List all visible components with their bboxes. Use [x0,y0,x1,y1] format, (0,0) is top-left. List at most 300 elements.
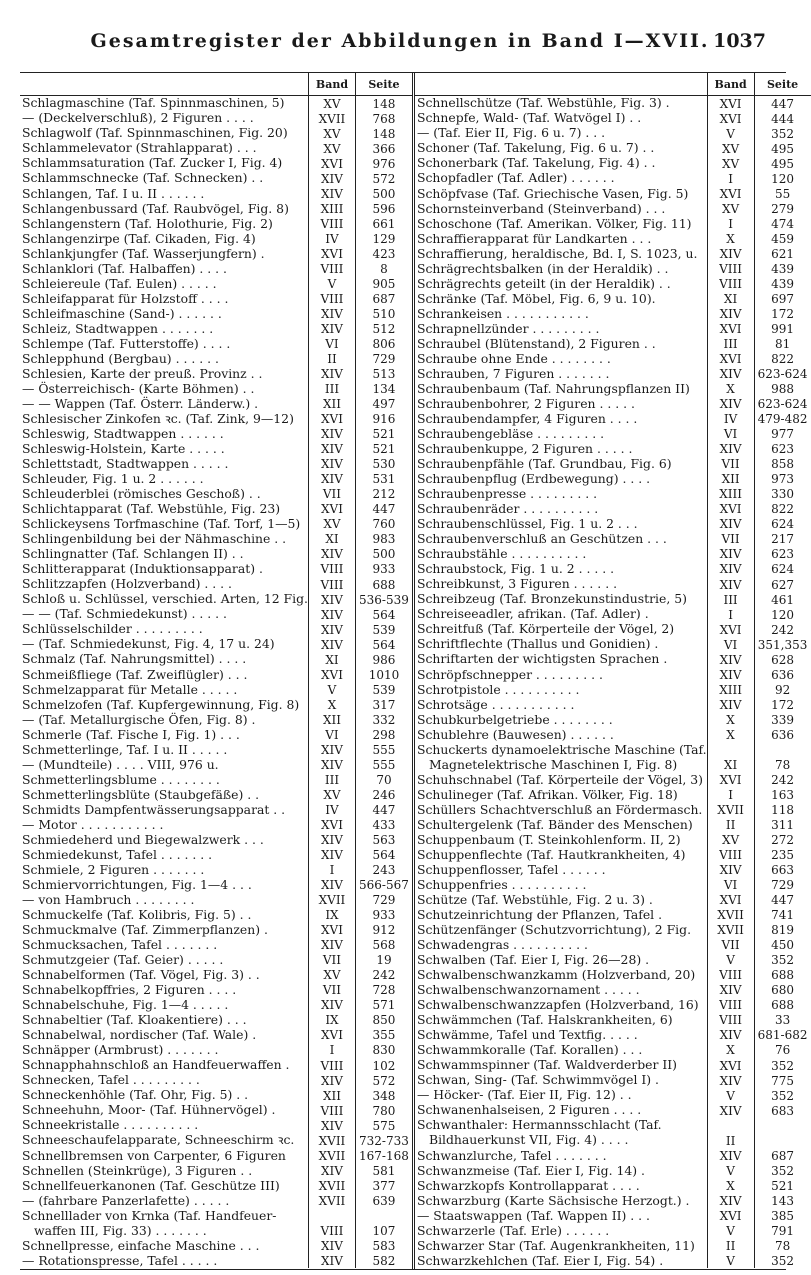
entry-band: IV [707,412,754,427]
entry-term: Schwarzkehlchen (Taf. Eier I, Fig. 54) . [416,1252,664,1268]
entry-band: XV [308,787,355,802]
entry-band: XIV [707,863,754,878]
entry-term: Schnabelkopffries, 2 Figuren . . . . [22,982,237,998]
entry-term: Schornsteinverband (Steinverband) . . . [416,200,666,216]
index-entry [415,487,811,502]
entry-seite [754,1133,811,1148]
entry-seite: 596 [355,201,412,216]
index-entry [20,1238,412,1253]
index-entry [20,532,412,547]
entry-term: — (Mundteile) . . . . VIII, 976 u. [22,756,219,772]
index-entry [415,1058,811,1073]
entry-band: II [707,818,754,833]
index-entry [20,652,412,667]
entry-term: Schnapphahnschloß an Handfeuerwaffen . [22,1057,290,1073]
entry-band: XVI [707,1058,754,1073]
entry-seite: 495 [754,141,811,156]
entry-term: Schütze (Taf. Webstühle, Fig. 2 u. 3) . [416,891,653,907]
entry-term: Schrapnellzünder . . . . . . . . . [416,320,600,336]
entry-term: Schnelllader von Krnka (Taf. Handfeuer- [22,1207,277,1223]
entry-band: IX [308,908,355,923]
index-entry [20,562,412,577]
entry-seite: 148 [355,126,412,141]
entry-seite: 78 [754,757,811,772]
entry-term: Schloß u. Schlüssel, verschied. Arten, 12 Fig. [22,591,308,607]
entry-term: Schuppenfries . . . . . . . . . . [416,876,587,892]
entry-term: Schoschone (Taf. Amerikan. Völker, Fig. 11) [416,215,692,231]
entry-term: Schreibkunst, 3 Figuren . . . . . . [416,576,618,592]
entry-term: Schnabelformen (Taf. Vögel, Fig. 3) . . [22,967,260,983]
entry-band: IV [308,231,355,246]
entry-seite: 768 [355,111,412,126]
entry-band: XVI [707,622,754,637]
entry-term: Schlanklori (Taf. Halbaffen) . . . . [22,260,227,276]
entry-band: XVI [707,111,754,126]
entry-seite: 433 [355,818,412,833]
entry-band: XVII [308,1148,355,1163]
entry-term: Schleswig-Holstein, Karte . . . . . [22,441,225,457]
index-entry [415,863,811,878]
index-entry [415,1238,811,1253]
entry-band: XII [308,712,355,727]
entry-seite: 76 [754,1043,811,1058]
entry-band: I [308,1043,355,1058]
index-entry [20,697,412,712]
entry-term: Schlettstadt, Stadtwappen . . . . . [22,456,229,472]
entry-seite: 120 [754,171,811,186]
index-entry [20,352,412,367]
entry-seite: 444 [754,111,811,126]
entry-term: Schmetterlingsblume . . . . . . . . [22,771,220,787]
entry-seite: 683 [754,1103,811,1118]
entry-term: Schlüsselschilder . . . . . . . . . [22,621,203,637]
index-entry [20,1043,412,1058]
entry-band: XVI [707,352,754,367]
index-entry [20,908,412,923]
index-entry [415,231,811,246]
entry-seite: 905 [355,276,412,291]
entry-term: Schmiedekunst, Tafel . . . . . . . [22,846,213,862]
entry-term: — von Hambruch . . . . . . . . [22,891,195,907]
page-header [0,0,800,56]
index-entry [415,321,811,336]
entry-seite: 55 [754,186,811,201]
index-entry [20,231,412,246]
entry-term: Schneehuhn, Moor- (Taf. Hühnervögel) . [22,1102,276,1118]
entry-term: Schwammkoralle (Taf. Korallen) . . . [416,1042,643,1058]
index-entry [415,878,811,893]
index-entry [415,968,811,983]
index-entry [415,592,811,607]
entry-seite: 775 [754,1073,811,1088]
entry-band: I [707,607,754,622]
index-entry [20,1073,412,1088]
index-entry [415,772,811,787]
index-entry [20,968,412,983]
index-entry [20,321,412,336]
entry-seite: 439 [754,276,811,291]
entry-term: Schuhschnabel (Taf. Körperteile der Vögel, 3) [416,771,703,787]
entry-term: Schriftflechte (Thallus und Gonidien) . [416,636,659,652]
index-entry [415,1193,811,1208]
entry-term: Schublehre (Bauwesen) . . . . . . [416,726,614,742]
entry-term: Schlempe (Taf. Futterstoffe) . . . . [22,335,231,351]
index-entry [415,893,811,908]
entry-band: XIV [308,547,355,562]
entry-term: Schlangenbussard (Taf. Raubvögel, Fig. 8) [22,200,289,216]
entry-band: XV [308,141,355,156]
index-entry [20,1103,412,1118]
index-entry [20,622,412,637]
right-column-header [415,73,811,96]
entry-band: XIV [707,246,754,261]
entry-term: Schraubengebläse . . . . . . . . . [416,426,605,441]
entry-term: Schleuderblei (römisches Geschoß) . . [22,486,261,502]
index-entry [415,697,811,712]
index-entry [415,442,811,457]
entry-seite: 697 [754,291,811,306]
index-entry [415,261,811,276]
entry-seite [355,1208,412,1223]
index-entry [20,171,412,186]
entry-seite: 991 [754,321,811,336]
entry-band: XV [308,517,355,532]
entry-seite: 636 [754,667,811,682]
entry-seite: 688 [754,968,811,983]
entry-seite: 566-567 [355,878,412,893]
entry-band: XIV [308,878,355,893]
entry-seite: 623 [754,547,811,562]
entry-band: VI [308,727,355,742]
entry-seite: 495 [754,156,811,171]
entry-seite: 521 [754,1178,811,1193]
entry-band: VIII [308,291,355,306]
entry-band: VIII [308,562,355,577]
entry-term: Schuppenbaum (T. Steinkohlenform. II, 2) [416,831,681,847]
entry-term: — (Taf. Schmiedekunst, Fig. 4, 17 u. 24) [22,636,275,652]
entry-term: Schuppenflechte (Taf. Hautkrankheiten, 4) [416,846,686,862]
entry-band: X [707,712,754,727]
entry-seite: 624 [754,517,811,532]
entry-band: XI [308,532,355,547]
index-entry [20,276,412,291]
entry-term: Schlesischer Zinkofen ꝛc. (Taf. Zink, 9—12) [22,410,294,426]
entry-term: Schwanthaler: Hermannsschlacht (Taf. [416,1117,662,1133]
entry-term: Schraubenräder . . . . . . . . . . [416,501,599,517]
entry-seite: 447 [754,893,811,908]
entry-term: Schrotsäge . . . . . . . . . . . [416,696,575,712]
entry-term: Schmetterlingsblüte (Staubgefäße) . . [22,786,260,802]
entry-seite: 582 [355,1253,412,1268]
index-entry [415,1178,811,1193]
entry-band: XIV [308,1253,355,1268]
index-entry [20,502,412,517]
index-entry [20,923,412,938]
entry-term: Schmutzgeier (Taf. Geier) . . . . . [22,952,224,968]
entry-band: XIV [707,697,754,712]
page-number: 1037 [713,30,766,52]
entry-band: XIV [707,1103,754,1118]
entry-seite: 447 [355,502,412,517]
index-entry [20,833,412,848]
index-entry [20,712,412,727]
entry-seite: 163 [754,787,811,802]
index-entry [20,727,412,742]
entry-term: Schopfadler (Taf. Adler) . . . . . . [416,170,615,186]
entry-seite: 70 [355,772,412,787]
index-entry [415,532,811,547]
entry-term: Schnellpresse, einfache Maschine . . . [22,1237,260,1253]
entry-term: Schonerbark (Taf. Takelung, Fig. 4) . . [416,155,656,171]
entry-seite: 933 [355,562,412,577]
entry-band: V [707,126,754,141]
entry-band: XVII [308,111,355,126]
entry-band: XIV [707,397,754,412]
entry-seite: 172 [754,697,811,712]
index-entry [20,637,412,652]
entry-band: VIII [308,216,355,231]
entry-band: VII [707,457,754,472]
index-entry [20,953,412,968]
entry-seite: 564 [355,848,412,863]
index-entry [415,1253,811,1268]
entry-band: XII [308,397,355,412]
index-entry [415,727,811,742]
entry-term: Schnellbremsen von Carpenter, 6 Figuren [22,1147,286,1163]
entry-seite: 317 [355,697,412,712]
index-entry [20,592,412,607]
entry-seite: 447 [355,802,412,817]
entry-band: XVII [308,1193,355,1208]
entry-band: XI [707,291,754,306]
entry-band: X [707,1178,754,1193]
entry-seite: 822 [754,352,811,367]
entry-band: VIII [308,577,355,592]
entry-seite: 102 [355,1058,412,1073]
index-entry [415,742,811,757]
entry-seite: 33 [754,1013,811,1028]
index-entry [20,893,412,908]
entry-band: VI [707,878,754,893]
entry-band: XV [308,96,355,111]
entry-term: Schleifapparat für Holzstoff . . . . [22,290,229,306]
index-entry [415,667,811,682]
index-entry [20,517,412,532]
entry-band: XVI [308,156,355,171]
entry-term: Schnabelschuhe, Fig. 1—4 . . . . . [22,997,229,1013]
index-entry [415,412,811,427]
entry-seite: 688 [754,998,811,1013]
entry-band: XIV [308,833,355,848]
entry-band: X [707,727,754,742]
entry-band [308,1208,355,1223]
entry-band: XIV [707,577,754,592]
entry-term: Schuckerts dynamoelektrische Maschine (Taf. [416,741,707,757]
index-entry [415,547,811,562]
index-entry [20,427,412,442]
right-entries [415,96,811,1269]
entry-term: Schmeißfliege (Taf. Zweiflügler) . . . [22,666,248,682]
entry-term: waffen III, Fig. 33) . . . . . . . [34,1222,207,1238]
index-entry [415,1133,811,1148]
entry-term: Schleifmaschine (Sand-) . . . . . . [22,305,222,321]
entry-band: XIV [308,171,355,186]
entry-term: Schlesien, Karte der preuß. Provinz . . [22,365,263,381]
entry-band: IV [308,802,355,817]
entry-band: XIV [308,607,355,622]
entry-band: XIV [308,938,355,953]
entry-term: Schneekristalle . . . . . . . . . . [22,1117,199,1133]
entry-band: X [707,382,754,397]
entry-seite: 973 [754,472,811,487]
entry-seite: 933 [355,908,412,923]
entry-term: Schrägrechtsbalken (in der Heraldik) . . [416,260,669,276]
entry-seite: 536-539 [355,592,412,607]
entry-seite: 143 [754,1193,811,1208]
entry-term: Schwalben (Taf. Eier I, Fig. 26—28) . [416,952,650,968]
entry-term: Schwammspinner (Taf. Waldverderber II) [416,1057,677,1073]
entry-band: VIII [707,1013,754,1028]
index-entry [20,818,412,833]
entry-band: VIII [308,1103,355,1118]
entry-term: — Rotationspresse, Tafel . . . . . [22,1252,218,1268]
entry-band: III [308,382,355,397]
index-entry [20,186,412,201]
entry-band: XIV [308,427,355,442]
entry-band: XIV [308,622,355,637]
entry-seite: 539 [355,622,412,637]
entry-term: Schleuder, Fig. 1 u. 2 . . . . . . [22,471,204,487]
entry-seite: 680 [754,983,811,998]
entry-band: XIV [707,1073,754,1088]
index-entry [415,607,811,622]
entry-band: XIV [308,1238,355,1253]
entry-seite: 822 [754,502,811,517]
entry-term: Schultergelenk (Taf. Bänder des Menschen) [416,816,693,832]
entry-band: VIII [707,276,754,291]
entry-term: Schneeschaufelapparate, Schneeschirm ꝛc. [22,1132,295,1148]
entry-term: Schulineger (Taf. Afrikan. Völker, Fig. 18) [416,786,678,802]
index-entry [415,291,811,306]
entry-term: Schützenfänger (Schutzvorrichtung), 2 Fig. [416,922,692,938]
entry-term: Schnellschütze (Taf. Webstühle, Fig. 3) . [416,95,670,111]
index-entry [20,938,412,953]
entry-seite: 330 [754,487,811,502]
entry-term: — Österreichisch- (Karte Böhmen) . . [22,380,255,396]
entry-band: XIV [308,472,355,487]
entry-band: XIII [308,201,355,216]
index-entry [415,622,811,637]
entry-seite: 583 [355,1238,412,1253]
index-entry [415,802,811,817]
entry-seite: 500 [355,186,412,201]
entry-term: Schraubenpfähle (Taf. Grundbau, Fig. 6) [416,456,672,472]
entry-band: XIV [707,547,754,562]
index-entry [415,1148,811,1163]
entry-band: XIV [707,983,754,998]
entry-band: VIII [308,1058,355,1073]
index-entry [20,848,412,863]
entry-seite: 450 [754,938,811,953]
index-entry [20,878,412,893]
entry-band: XV [707,201,754,216]
entry-band: XIV [308,1073,355,1088]
entry-band: XVI [308,412,355,427]
entry-seite: 572 [355,1073,412,1088]
entry-seite: 497 [355,397,412,412]
entry-band: XVI [308,667,355,682]
entry-term: Schraubenbohrer, 2 Figuren . . . . . [416,395,635,411]
entry-band: XVI [707,502,754,517]
entry-seite: 447 [754,96,811,111]
entry-seite: 581 [355,1163,412,1178]
entry-term: Schraubstock, Fig. 1 u. 2 . . . . . [416,561,615,577]
entry-term: Schutzeinrichtung der Pflanzen, Tafel . [416,907,663,922]
entry-band: XIV [707,367,754,382]
index-entry [415,276,811,291]
entry-band: XVII [707,923,754,938]
entry-band: XVI [707,772,754,787]
index-entry [415,1088,811,1103]
entry-band: XIV [308,442,355,457]
entry-term: Schmuckelfe (Taf. Kolibris, Fig. 5) . . [22,907,252,922]
entry-band: XIV [308,321,355,336]
entry-term: Schränke (Taf. Möbel, Fig. 6, 9 u. 10). [416,290,656,306]
index-entry [415,983,811,998]
index-entry [415,938,811,953]
entry-band: XIV [308,1163,355,1178]
entry-term: Schraubstähle . . . . . . . . . . [416,546,587,562]
entry-term: Schraubenkuppe, 2 Figuren . . . . . [416,441,633,457]
index-entry [415,156,811,171]
entry-term: Schwarzer Star (Taf. Augenkrankheiten, 11) [416,1237,695,1253]
entry-term: Schubkurbelgetriebe . . . . . . . . [416,711,613,727]
entry-band: V [707,1223,754,1238]
index-entry [415,1028,811,1043]
entry-term: Schnecken, Tafel . . . . . . . . . [22,1072,200,1088]
entry-term: Schlitterapparat (Induktionsapparat) . [22,561,263,577]
index-entry [415,382,811,397]
entry-seite: 988 [754,382,811,397]
entry-term: Schlangenzirpe (Taf. Cikaden, Fig. 4) [22,230,256,246]
entry-seite: 129 [355,231,412,246]
entry-term: Schnepfe, Wald- (Taf. Watvögel I) . . [416,110,642,126]
index-entry [20,757,412,772]
entry-term: Schraubenverschluß an Geschützen . . . [416,531,667,547]
entry-band: V [707,953,754,968]
entry-band: VI [308,337,355,352]
index-entry [415,1223,811,1238]
index-entry [415,1118,811,1133]
index-entry [415,96,811,111]
entry-term: — (fahrbare Panzerlafette) . . . . . [22,1192,230,1208]
entry-seite: 351,353 [754,637,811,652]
index-entry [20,983,412,998]
entry-term: Schwadengras . . . . . . . . . . [416,937,588,953]
band-header: Band [308,73,355,95]
entry-seite: 352 [754,1088,811,1103]
entry-term: Schlitzzapfen (Holzverband) . . . . [22,576,232,592]
entry-term: Schrauben, 7 Figuren . . . . . . . [416,365,610,381]
entry-term: Schwämmchen (Taf. Halskrankheiten, 6) [416,1012,673,1028]
entry-seite: 92 [754,682,811,697]
entry-term: Magnetelektrische Maschinen I, Fig. 8) [428,756,678,772]
entry-term: — (Taf. Eier II, Fig. 6 u. 7) . . . [416,125,606,141]
index-entry [415,953,811,968]
index-entry [20,1028,412,1043]
entry-band: V [308,276,355,291]
index-entry [20,787,412,802]
